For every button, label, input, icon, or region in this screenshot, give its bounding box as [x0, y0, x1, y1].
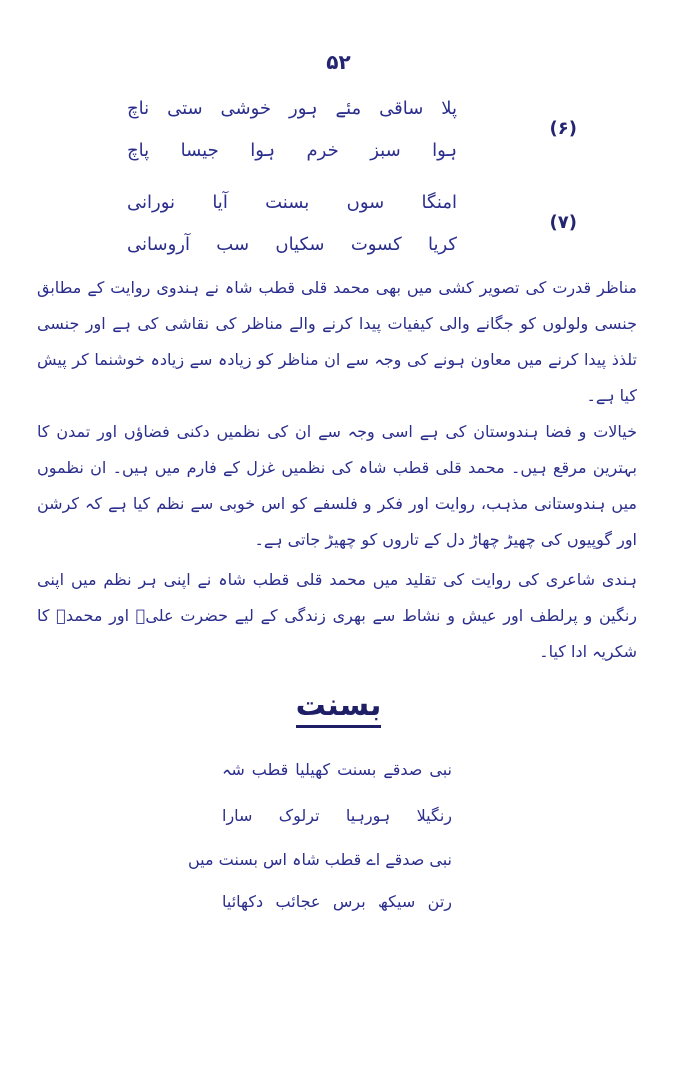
verse-line: پلا ساقی مئے ہور خوشی ستی ناچ — [127, 98, 457, 119]
verse-number: (۶) — [549, 118, 577, 139]
poem-line: رنگیلا ہورہیا ترلوک سارا — [222, 806, 452, 825]
poem-line: رتن سیکھ برس عجائب دکھائیا — [222, 892, 452, 911]
paragraph-nature-depiction: مناظر قدرت کی تصویر کشی میں بھی محمد قلی قطب شاہ نے ہندوی روایت کے مطابق جنسی ولولوں کو جگانے والی کیفیات پیدا کرنے والے مناظر کی نقاشی کی ہے اور جنسی تلذذ پیدا کرنے میں معاون ہونے کی وجہ سے ان مناظر کو زیادہ سے زیادہ خوشنما کر پیش کیا ہے۔ — [37, 278, 637, 405]
page-number: ۵۲ — [326, 50, 351, 74]
verse-line: ہوا سبز خرم ہوا جیسا پاچ — [127, 140, 457, 161]
poem-line: نبی صدقے بسنت کھیلیا قطب شہ — [222, 760, 452, 779]
paragraph-hindi-tradition: ہندی شاعری کی روایت کی تقلید میں محمد قلی قطب شاہ نے اپنی ہر نظم میں اپنی رنگین و پرلطف اور عیش و نشاط سے بھری زندگی کے لیے حضرت علیؓ اور محمدؐ کا شکریہ ادا کیا۔ — [37, 570, 637, 661]
verse-line: امنگا سوں بسنت آیا نورانی — [127, 192, 457, 213]
poem-title — [0, 688, 677, 723]
poem-line: نبی صدقے اے قطب شاہ اس بسنت میں — [187, 850, 452, 869]
verse-line: کریا کسوت سکیاں سب آروسانی — [127, 234, 457, 255]
paragraph-indian-atmosphere: خیالات و فضا ہندوستان کی ہے اسی وجہ سے ان کی نظمیں دکنی فضاؤں اور تمدن کا بہترین مرقع ہیں۔ محمد قلی قطب شاہ کی نظمیں غزل کے فارم میں ہیں۔ ان نظموں میں ہندوستانی مذہب، روایت اور فکر و فلسفے کو اس خوبی سے نظم کیا ہے کہ کرشن اور گوپیوں کی چھیڑ چھاڑ دل کے تاروں کو چھیڑ جاتی ہے۔ — [37, 422, 637, 549]
verse-number: (۷) — [549, 212, 577, 233]
poem-title-text: بسنت — [296, 688, 382, 728]
